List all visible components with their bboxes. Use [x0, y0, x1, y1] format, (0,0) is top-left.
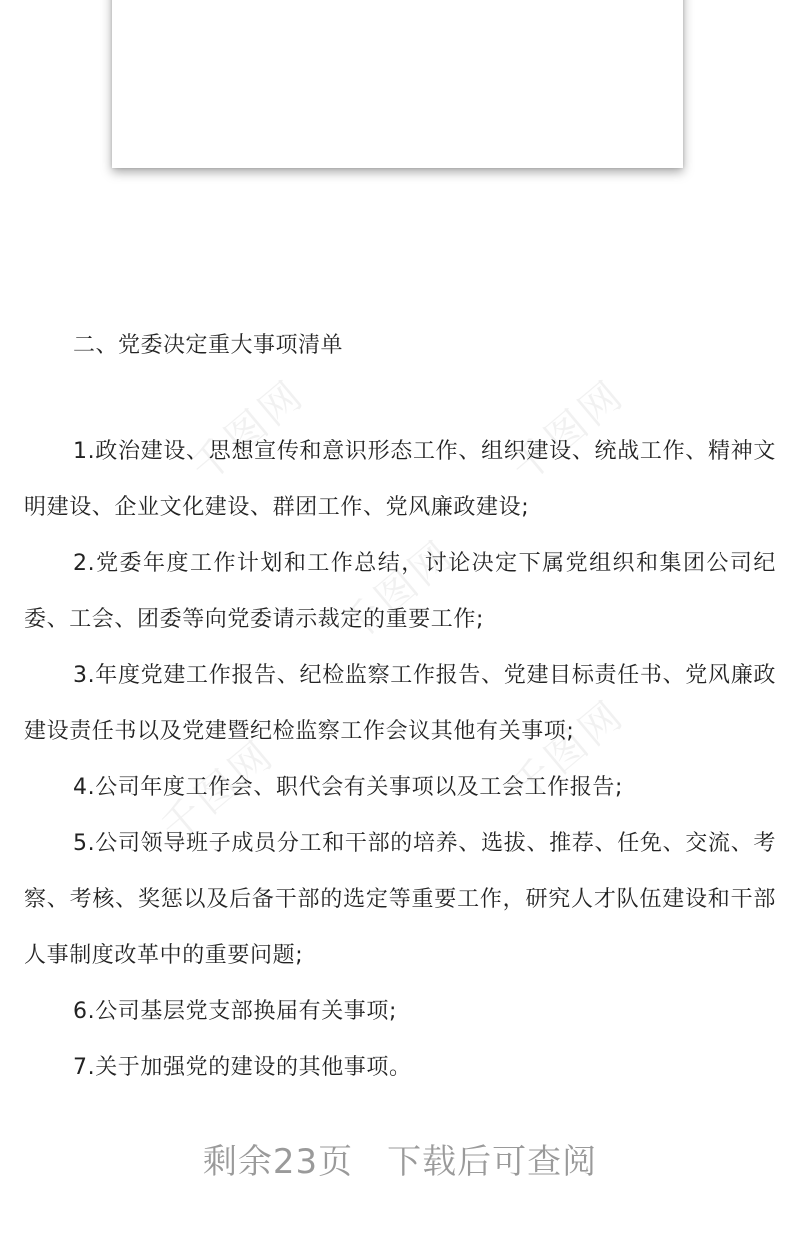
watermark: 千图网 — [182, 371, 314, 492]
list-item: 1.政治建设、思想宣传和意识形态工作、组织建设、统战工作、精神文明建设、企业文化建设、群团工作、党风廉政建设; — [24, 439, 776, 520]
download-hint-label: 下载后可查阅 — [387, 1142, 598, 1182]
list-item: 7.关于加强党的建设的其他事项。 — [73, 1055, 412, 1080]
section-heading: 二、党委决定重大事项清单 — [73, 333, 344, 358]
watermark: 千图网 — [502, 371, 634, 492]
list-item: 5.公司领导班子成员分工和干部的培养、选拔、推荐、任免、交流、考察、考核、奖惩以及后备干部的选定等重要工作，研究人才队伍建设和干部人事制度改革中的重要问题; — [24, 831, 776, 968]
remaining-pages-label: 剩余23页 — [202, 1142, 354, 1182]
watermark: 千图网 — [332, 531, 464, 652]
list-item: 4.公司年度工作会、职代会有关事项以及工会工作报告; — [73, 775, 624, 800]
list-item: 2.党委年度工作计划和工作总结，讨论决定下属党组织和集团公司纪委、工会、团委等向党委请示裁定的重要工作; — [24, 551, 776, 632]
watermark: 千图网 — [502, 691, 634, 812]
list-item: 3.年度党建工作报告、纪检监察工作报告、党建目标责任书、党风廉政建设责任书以及党建暨纪检监察工作会议其他有关事项; — [24, 663, 776, 744]
previous-page-preview — [112, 0, 683, 168]
watermark: 千图网 — [152, 731, 284, 852]
list-item: 6.公司基层党支部换届有关事项; — [73, 999, 398, 1024]
download-prompt[interactable] — [0, 1134, 800, 1183]
document-body — [24, 318, 776, 1096]
